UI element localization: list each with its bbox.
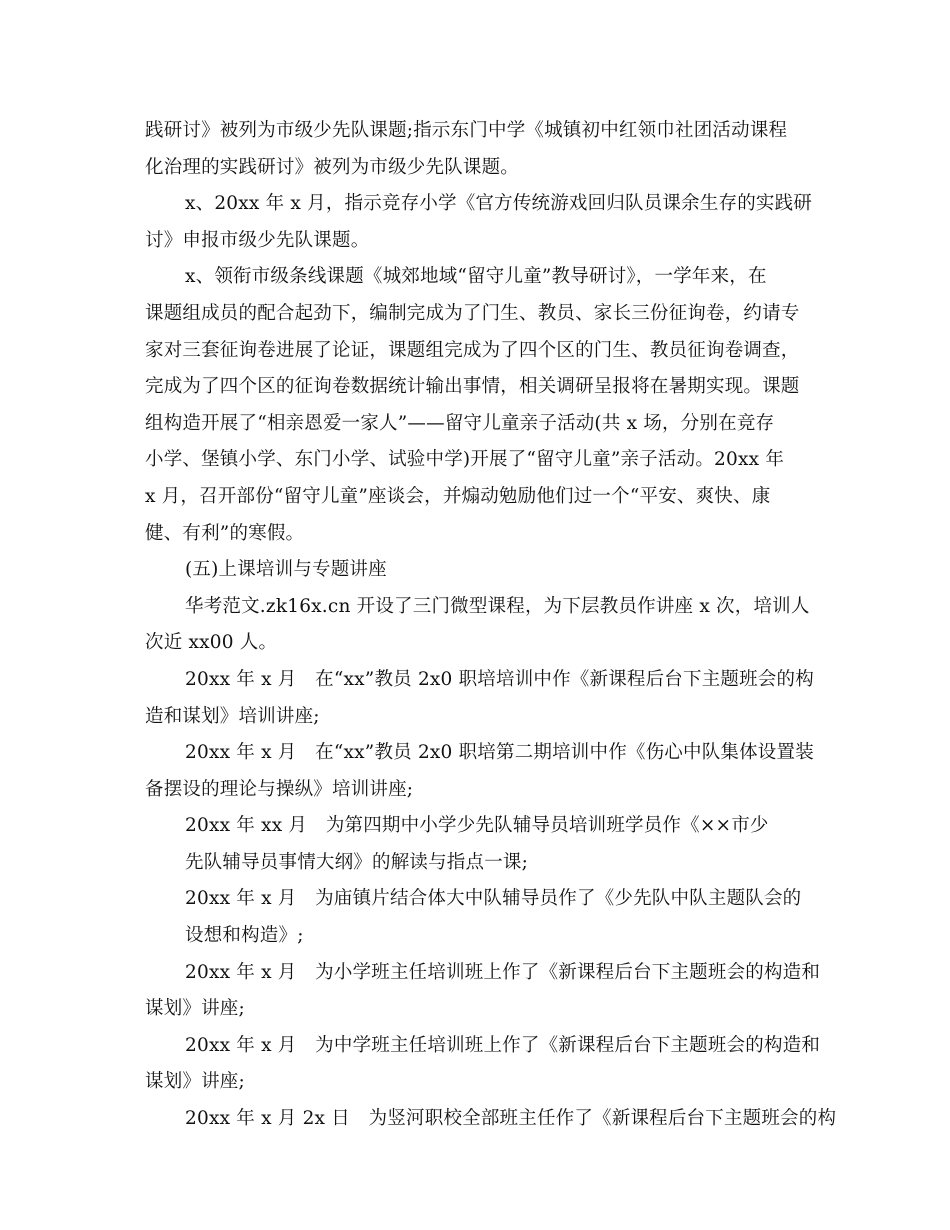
text-line: 家对三套征询卷进展了论证，课题组完成为了四个区的门生、教员征询卷调查，	[145, 339, 800, 361]
text-line: 20xx 年 xx 月 为第四期中小学少先队辅导员培训班学员作《××市少	[185, 815, 769, 837]
text-line: (五)上课培训与专题讲座	[185, 559, 387, 581]
text-line: x 月，召开部份“留守儿童”座谈会，并煽动勉励他们过一个“平安、爽快、康	[145, 485, 771, 507]
text-line: 华考范文.zk16x.cn 开设了三门微型课程，为下层教员作讲座 x 次，培训人	[185, 595, 810, 617]
text-line: 备摆设的理论与操纵》培训讲座;	[145, 778, 414, 800]
text-line: x、领衔市级条线课题《城郊地域“留守儿童”教导研讨》，一学年来，在	[185, 266, 767, 288]
text-line: 20xx 年 x 月 为庙镇片结合体大中队辅导员作了《少先队中队主题队会的	[185, 888, 802, 910]
text-line: 先队辅导员事情大纲》的解读与指点一课;	[185, 851, 529, 873]
text-line: 谋划》讲座;	[145, 998, 245, 1020]
text-line: 20xx 年 x 月 在“xx”教员 2x0 职培培训中作《新课程后台下主题班会的构	[185, 668, 814, 690]
text-line: 完成为了四个区的征询卷数据统计输出事情，相关调研呈报将在暑期实现。课题	[145, 376, 800, 398]
text-line: 设想和构造》;	[185, 925, 304, 947]
text-line: 20xx 年 x 月 2x 日 为竖河职校全部班主任作了《新课程后台下主题班会的构	[185, 1108, 837, 1130]
text-line: 20xx 年 x 月 为中学班主任培训班上作了《新课程后台下主题班会的构造和	[185, 1034, 821, 1056]
text-line: 组构造开展了“相亲恩爱一家人”——留守儿童亲子活动(共 x 场，分别在竞存	[145, 412, 775, 434]
text-line: 健、有利”的寒假。	[145, 522, 305, 544]
text-line: 课题组成员的配合起劲下，编制完成为了门生、教员、家长三份征询卷，约请专	[145, 302, 800, 324]
text-line: 化治理的实践研讨》被列为市级少先队课题。	[145, 156, 520, 178]
text-line: 20xx 年 x 月 在“xx”教员 2x0 职培第二期培训中作《伤心中队集体设置装	[185, 742, 814, 764]
text-line: 次近 xx00 人。	[145, 632, 278, 654]
document-body	[145, 113, 837, 1138]
text-line: 践研讨》被列为市级少先队课题;指示东门中学《城镇初中红领巾社团活动课程	[145, 120, 788, 141]
text-line: 讨》申报市级少先队课题。	[145, 229, 370, 251]
text-line: 20xx 年 x 月 为小学班主任培训班上作了《新课程后台下主题班会的构造和	[185, 961, 821, 983]
text-line: 小学、堡镇小学、东门小学、试验中学)开展了“留守儿童”亲子活动。20xx 年	[145, 449, 785, 471]
text-line: x、20xx 年 x 月，指示竞存小学《官方传统游戏回归队员课余生存的实践研	[185, 193, 813, 215]
text-line: 造和谋划》培训讲座;	[145, 705, 320, 727]
text-line: 谋划》讲座;	[145, 1071, 245, 1093]
